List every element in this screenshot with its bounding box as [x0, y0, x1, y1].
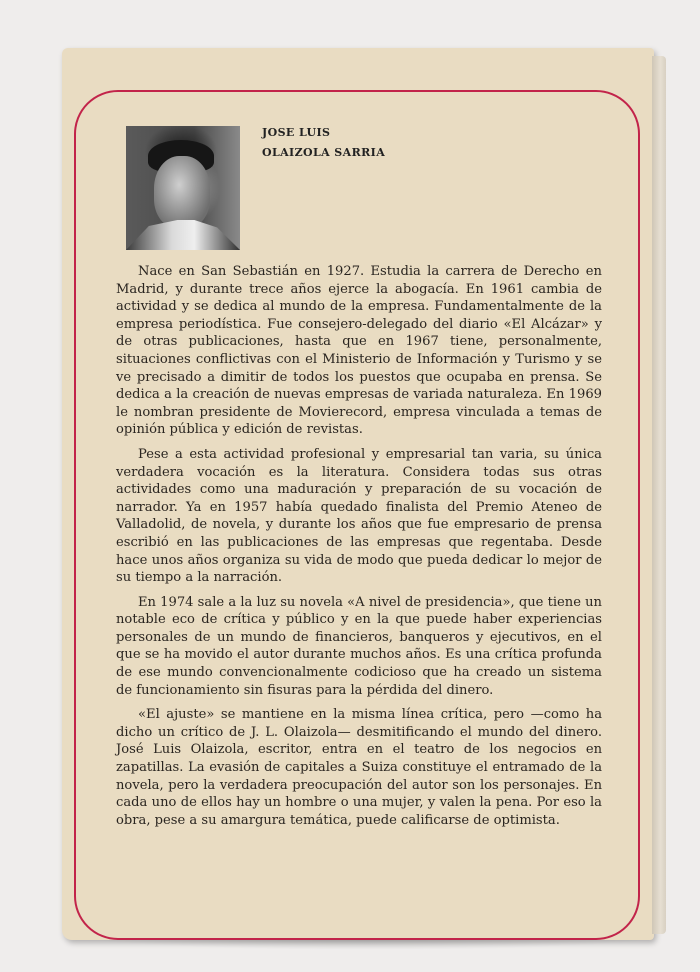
bio-paragraph: Nace en San Sebastián en 1927. Estudia la carrera de Derecho en Madrid, y durante trece años ejerce la abogacía. En 1961 cambia de actividad y se dedica al mundo de la empresa. Fundamentalmente de la empresa periodística. Fue consejero-delegado del diario «El Alcázar» y de otras publicaciones, hasta que en 1967 tiene, personalmente, situaciones conflictivas con el Ministerio de Información y Turismo y se ve precisado a dimitir de todos los puestos que ocupaba en prensa. Se dedica a la creación de nuevas empresas de variada naturaleza. En 1969 le nombran presidente de Movierecord, empresa vinculada a temas de opinión pública y edición de revistas. [116, 264, 602, 438]
author-name-line-1: JOSE LUIS [262, 126, 331, 139]
bio-paragraph: «El ajuste» se mantiene en la misma línea crítica, pero —como ha dicho un crítico de J. L. Olaizola— desmitificando el mundo del dinero. José Luis Olaizola, escritor, entra en el teatro de los negocios en zapatillas. La evasión de capitales a Suiza constituye el entramado de la novela, pero la verdadera preocupación del autor son los personajes. En cada uno de ellos hay un hombre o una mujer, y valen la pena. Por eso la obra, pese a su amargura temática, puede calificarse de optimista. [116, 707, 602, 828]
author-name-line-2: OLAIZOLA SARRIA [262, 146, 386, 159]
author-photo-face [154, 156, 210, 228]
bio-paragraph: En 1974 sale a la luz su novela «A nivel de presidencia», que tiene un notable eco de crítica y público y en la que puede haber experiencias personales de un mundo de financieros, banqueros y ejecutivos, en el que se ha movido el autor durante muchos años. Es una crítica profunda de ese mundo convencionalmente codicioso que ha creado un sistema de funcionamiento sin fisuras para la pérdida del dinero. [116, 594, 602, 698]
bio-paragraph: Pese a esta actividad profesional y empresarial tan varia, su única verdadera vocación es la literatura. Considera todas sus otras actividades como una maduración y preparación de su vocación de narrador. Ya en 1957 había quedado finalista del Premio Ateneo de Valladolid, de novela, y durante los años que fue empresario de prensa escribió en las publicaciones de las empresas que regentaba. Desde hace unos años organiza su vida de modo que pueda dedicar lo mejor de su tiempo a la narración. [116, 446, 602, 586]
book-page-edge [652, 56, 666, 934]
book-back-cover [62, 48, 654, 940]
author-biography [116, 263, 602, 836]
author-photo-collar [126, 220, 240, 250]
author-photo [126, 126, 240, 250]
author-name [262, 123, 385, 163]
